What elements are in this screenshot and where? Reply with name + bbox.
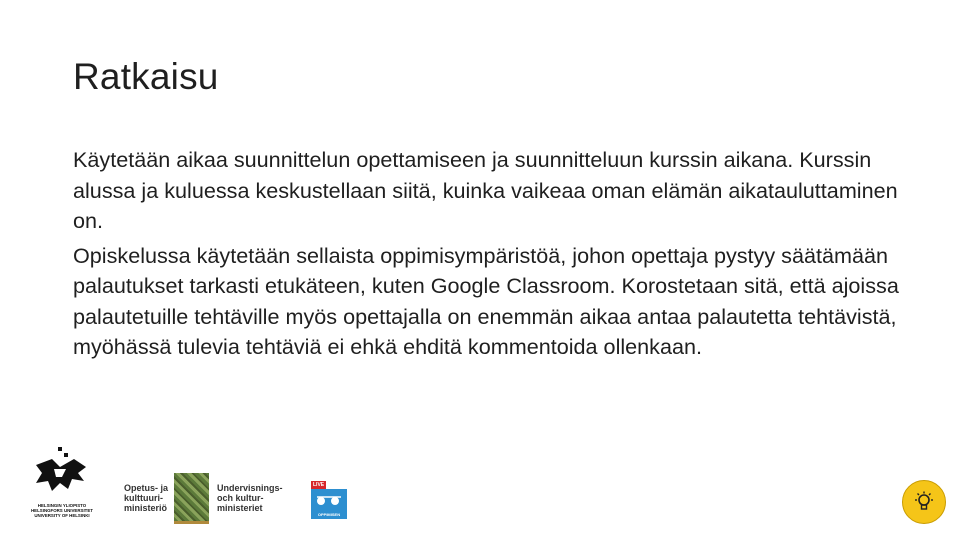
slide-title: Ratkaisu (73, 56, 219, 97)
lightbulb-icon (912, 490, 936, 514)
ministry-logo (124, 473, 314, 525)
live-logo-icon (311, 489, 347, 519)
live-tag: LIVE (313, 482, 325, 488)
ministry-emblem-icon (174, 473, 209, 524)
university-line-1: HELSINGIN YLIOPISTO (37, 503, 87, 508)
live-logo (311, 481, 347, 519)
paragraph-1: Käytetään aikaa suunnittelun opettamiseen ja suunnitteluun kurssin aikana. Kurssin alussa ja kuluessa keskustellaan siitä, kuinka vaikeaa oman elämän aikatauluttaminen on. (73, 147, 898, 233)
university-line-2: HELSINGFORS UNIVERSITET (31, 508, 93, 513)
ministry-name-fi: Opetus- ja kulttuuri- ministeriö (124, 483, 169, 513)
logo-strip (22, 445, 362, 527)
paragraph-2: Opiskelussa käytetään sellaista oppimisympäristöä, johon opettaja pystyy säätämään palautukset tarkasti etukäteen, kuten Google Classroom. Korostetaan sitä, että ajoissa palautetuille tehtäville myös opettajalla on enemmän aikaa antaa palautetta tehtävistä, myöhässä tulevia tehtäviä ei ehkä ehditä kommentoida ollenkaan. (73, 242, 899, 359)
helsinki-university-seal-icon (22, 445, 98, 527)
slide-body (73, 145, 903, 367)
ministry-name-sv: Undervisnings- och kultur- ministeriet (217, 483, 283, 513)
lightbulb-badge[interactable] (902, 480, 946, 524)
live-text: OPPIMISEN (317, 512, 341, 517)
university-line-3: UNIVERSITY OF HELSINKI (34, 513, 90, 518)
